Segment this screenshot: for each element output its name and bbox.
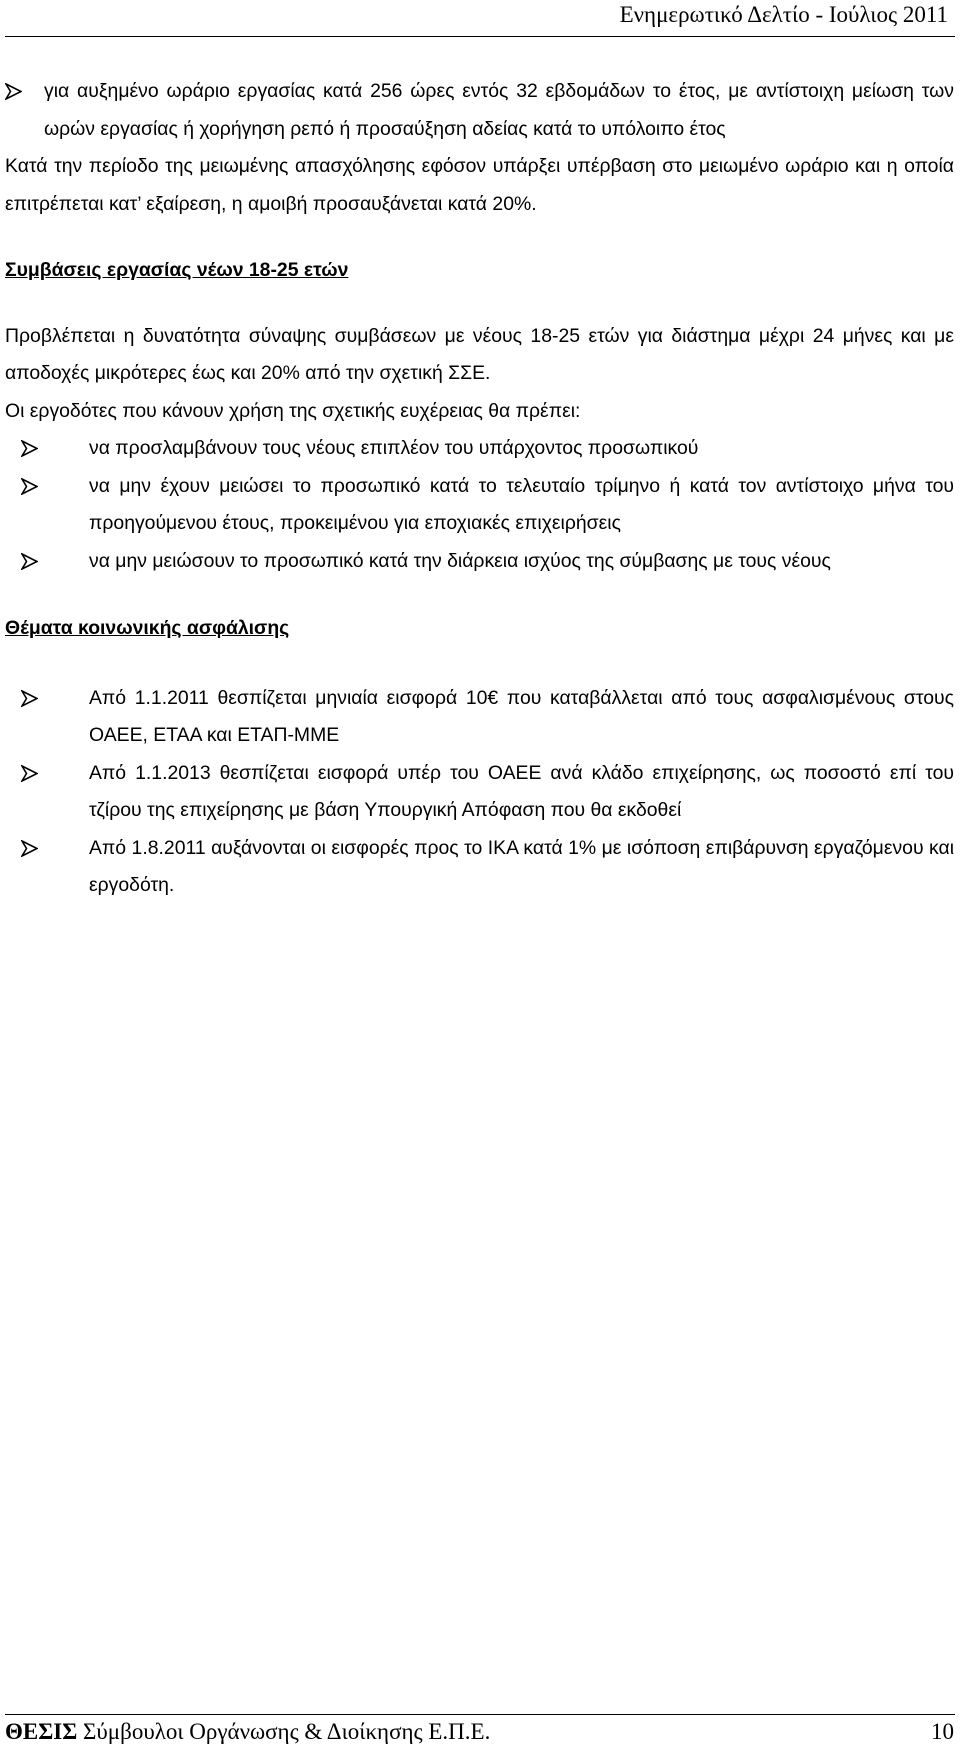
page-footer bbox=[5, 1717, 954, 1747]
list-item-text: Από 1.8.2011 αυξάνονται οι εισφορές προς το ΙΚΑ κατά 1% με ισόποση επιβάρυνση εργαζόμενου και εργοδότη. bbox=[89, 836, 954, 896]
header-divider bbox=[5, 36, 955, 37]
arrowhead-bullet-icon bbox=[21, 680, 39, 717]
list-item bbox=[5, 680, 954, 755]
list-item-text: για αυξημένο ωράριο εργασίας κατά 256 ώρες εντός 32 εβδομάδων το έτος, με αντίστοιχη μείωση των ωρών εργασίας ή χορήγηση ρεπό ή προσαύξηση αδείας κατά το υπόλοιπο έτος bbox=[44, 80, 954, 140]
document-body bbox=[5, 73, 954, 905]
footer-brand: ΘΕΣΙΣ bbox=[5, 1719, 78, 1744]
paragraph: Προβλέπεται η δυνατότητα σύναψης συμβάσεων με νέους 18-25 ετών για διάστημα μέχρι 24 μήνες και με αποδοχές μικρότερες έως και 20% από την σχετική ΣΣΕ. bbox=[5, 324, 954, 384]
list-item-text: Από 1.1.2013 θεσπίζεται εισφορά υπέρ του ΟΑΕΕ ανά κλάδο επιχείρησης, ως ποσοστό επί του τζίρου της επιχείρησης με βάση Υπουργική Απόφαση που θα εκδοθεί bbox=[89, 761, 954, 821]
arrowhead-bullet-icon bbox=[21, 755, 39, 792]
list-item-text: να προσλαμβάνουν τους νέους επιπλέον του υπάρχοντος προσωπικού bbox=[89, 437, 699, 459]
section-heading-youth-contracts: Συμβάσεις εργασίας νέων 18-25 ετών bbox=[5, 259, 349, 281]
page-number: 10 bbox=[931, 1719, 954, 1744]
arrowhead-bullet-icon bbox=[5, 73, 23, 110]
arrowhead-bullet-icon bbox=[21, 430, 39, 467]
footer-company: Σύμβουλοι Οργάνωσης & Διοίκησης Ε.Π.Ε. bbox=[83, 1719, 491, 1744]
list-item-text: να μην μειώσουν το προσωπικό κατά την διάρκεια ισχύος της σύμβασης με τους νέους bbox=[89, 549, 831, 572]
page-header-title: Ενημερωτικό Δελτίο - Ιούλιος 2011 bbox=[619, 2, 948, 27]
list-item bbox=[5, 755, 954, 830]
arrowhead-bullet-icon bbox=[21, 468, 39, 505]
list-item bbox=[5, 73, 954, 148]
arrowhead-bullet-icon bbox=[21, 830, 39, 867]
paragraph: Οι εργοδότες που κάνουν χρήση της σχετικής ευχέρειας θα πρέπει: bbox=[5, 399, 581, 422]
paragraph: Κατά την περίοδο της μειωμένης απασχόλησης εφόσον υπάρξει υπέρβαση στο μειωμένο ωράριο και η οποία επιτρέπεται κατ’ εξαίρεση, η αμοιβή προσαυξάνεται κατά 20%. bbox=[5, 155, 954, 215]
list-item-text: Από 1.1.2011 θεσπίζεται μηνιαία εισφορά 10€ που καταβάλλεται από τους ασφαλισμένους στους ΟΑΕΕ, ΕΤΑΑ και ΕΤΑΠ-ΜΜΕ bbox=[89, 686, 954, 746]
list-item bbox=[5, 543, 954, 581]
footer-divider bbox=[5, 1714, 955, 1715]
list-item bbox=[5, 430, 954, 468]
section-heading-social-insurance: Θέματα κοινωνικής ασφάλισης bbox=[5, 617, 290, 639]
arrowhead-bullet-icon bbox=[21, 543, 39, 580]
list-item-text: να μην έχουν μειώσει το προσωπικό κατά το τελευταίο τρίμηνο ή κατά τον αντίστοιχο μήνα του προηγούμενου έτους, προκειμένου για εποχιακές επιχειρήσεις bbox=[89, 474, 954, 534]
list-item bbox=[5, 830, 954, 905]
list-item bbox=[5, 468, 954, 543]
